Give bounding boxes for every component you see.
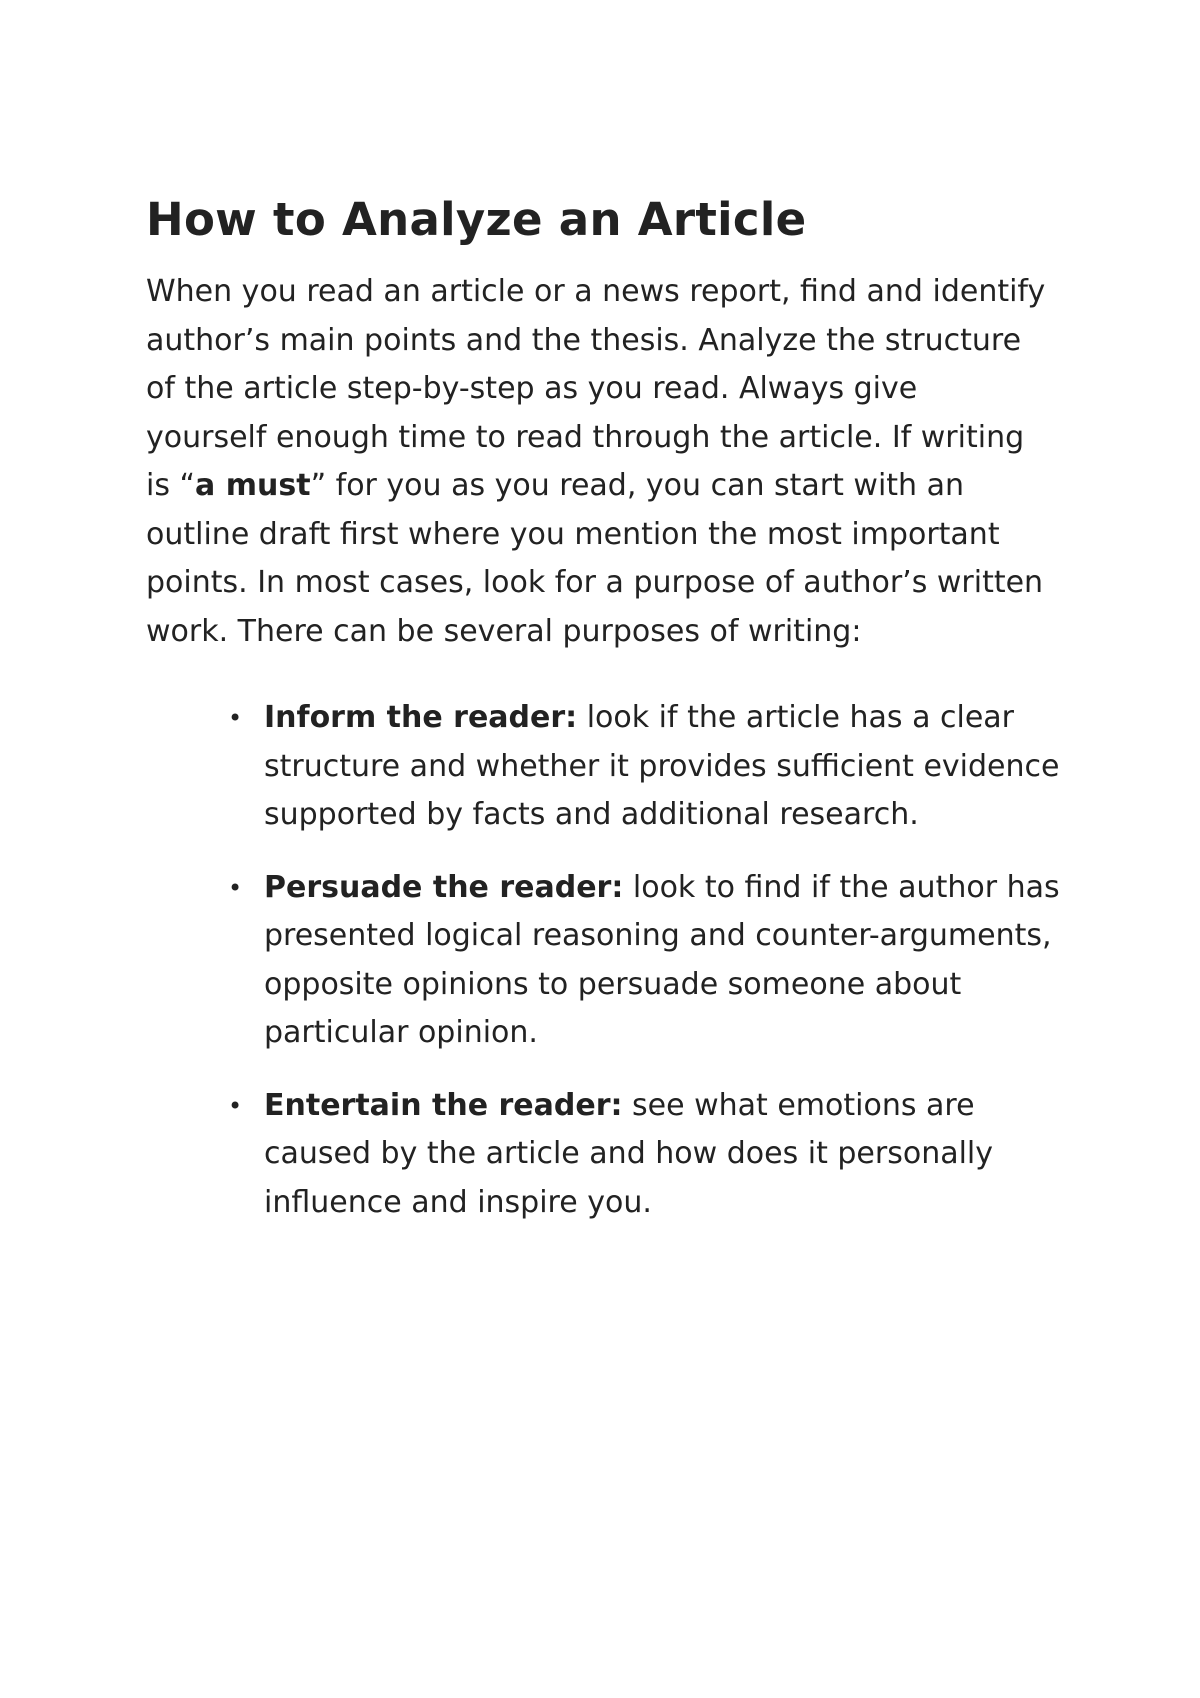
purpose-text: look to find if the author has presented logical reasoning and counter-arguments, opposite opinions to persuade someone about particular opinion. bbox=[264, 869, 1060, 1050]
bullet-icon: • bbox=[228, 1091, 243, 1120]
list-item-entertain bbox=[228, 1082, 1064, 1228]
purpose-text: see what emotions are caused by the article and how does it personally influence and inspire you. bbox=[264, 1087, 994, 1220]
purpose-text: look if the article has a clear structure and whether it provides sufficient evidence supported by facts and additional research. bbox=[264, 700, 1060, 832]
purpose-label: Persuade the reader: bbox=[264, 869, 624, 905]
list-item-persuade bbox=[228, 864, 1064, 1058]
page-title: How to Analyze an Article bbox=[146, 193, 807, 246]
document-page bbox=[146, 190, 1076, 1251]
intro-paragraph bbox=[146, 268, 1046, 656]
intro-emphasis: a must bbox=[195, 468, 311, 503]
intro-text-part2: ” for you as you read, you can start with an outline draft first where you mention the most important points. In most cases, look for a purpose of author’s written work. There can be several purposes of writing: bbox=[146, 468, 1044, 649]
purpose-label: Entertain the reader: bbox=[264, 1087, 623, 1123]
purposes-list bbox=[146, 694, 1076, 1227]
list-item-inform bbox=[228, 694, 1064, 840]
purpose-label: Inform the reader: bbox=[264, 700, 578, 735]
bullet-icon: • bbox=[228, 704, 243, 732]
bullet-icon: • bbox=[228, 873, 243, 902]
intro-text-part1: When you read an article or a news report, find and identify author’s main points and the thesis. Analyze the structure of the article step-by-step as you read. Always give yourself enough time to read through the article. If writing is “ bbox=[146, 274, 1046, 503]
